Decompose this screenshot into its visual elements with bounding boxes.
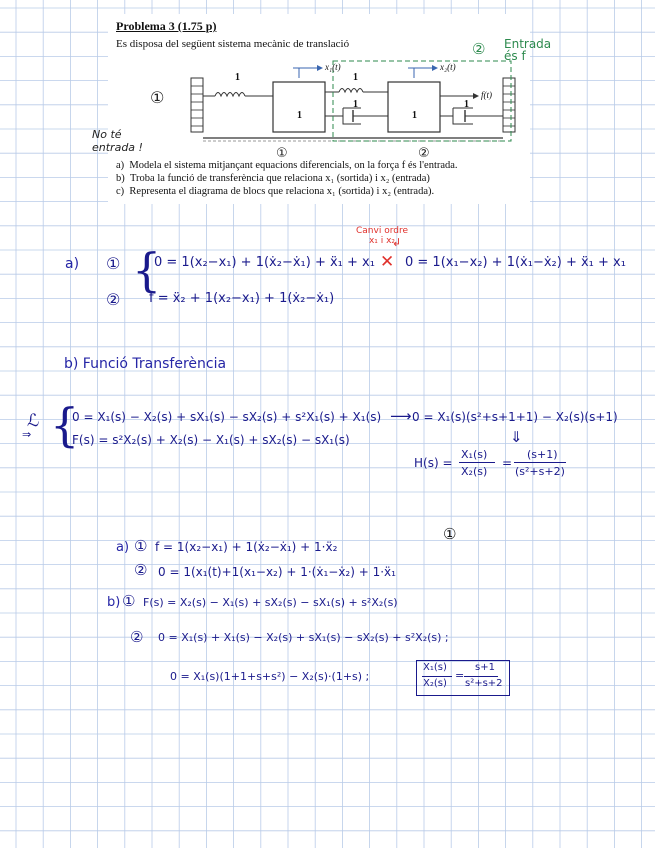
second-a-label: a) — [116, 540, 130, 555]
boxed-equals: = — [455, 669, 465, 682]
question-b: b) Troba la funció de transferència que relaciona x₁ (sortida) i x₂ (entrada) — [116, 173, 430, 184]
annotation-no-entrada: No té entrada ! — [92, 128, 143, 154]
x1-label: x₁(t) — [325, 62, 341, 72]
laplace-eq1-grouped: 0 = X₁(s)(s²+s+1+1) − X₂(s)(s+1) — [412, 410, 618, 424]
question-c: c) Representa el diagrama de blocs que relaciona x₁ (sortida) i x₂ (entrada). — [116, 186, 435, 197]
laplace-symbol: ℒ — [27, 411, 40, 431]
transfer-fn-num: (s+1) — [527, 448, 558, 461]
annotation-under-2: ② — [418, 146, 430, 161]
boxed-res-den: s²+s+2 — [465, 678, 503, 689]
damper-right-value: 1 — [464, 99, 469, 110]
part-a-eq1-corrected: 0 = 1(x₁−x₂) + 1(ẋ₁−ẋ₂) + ẍ₁ + x₁ — [405, 255, 626, 270]
part-a-eq2-number: ② — [106, 290, 121, 309]
problem-statement — [108, 14, 530, 204]
second-a1-eq: f = 1(x₂−x₁) + 1(ẋ₂−ẋ₁) + 1·ẍ₂ — [155, 540, 338, 554]
second-b2-eq: 0 = X₁(s) + X₁(s) − X₂(s) + sX₁(s) − sX₂(s) + s²X₂(s) ; — [158, 631, 449, 644]
part-b-heading: b) Funció Transferència — [64, 356, 227, 372]
part-a-brace: { — [132, 243, 162, 297]
annotation-circle-2: ② — [472, 40, 486, 58]
problem-title: Problema 3 (1.75 p) — [116, 19, 217, 33]
fraction-bar-2 — [514, 462, 566, 463]
down-arrow: ⇓ — [510, 428, 523, 446]
part-a-eq2: f = ẍ₂ + 1(x₂−x₁) + 1(ẋ₂−ẋ₁) — [149, 291, 335, 306]
question-a: a) Modela el sistema mitjançant equacions diferencials, on la força f és l'entrada. — [116, 160, 458, 171]
second-b-label: b) — [107, 595, 121, 610]
transfer-fn-lhs: H(s) = — [414, 456, 453, 470]
spring-left-value: 1 — [235, 72, 240, 83]
part-a-cross: ✕ — [380, 252, 395, 272]
second-attempt-circle: ① — [443, 525, 457, 543]
second-b1-number: ① — [122, 592, 136, 610]
boxed-res-num: s+1 — [475, 662, 495, 673]
second-a2-eq: 0 = 1(x₁(t)+1(x₁−x₂) + 1·(ẋ₁−ẋ₂) + 1·ẍ₁ — [158, 565, 396, 579]
boxed-num-x1: X₁(s) — [423, 662, 447, 673]
transfer-fn-num-x1: X₁(s) — [461, 448, 488, 461]
fraction-bar-1 — [459, 462, 495, 463]
damper-mid-value: 1 — [353, 99, 358, 110]
second-b3-eq: 0 = X₁(s)(1+1+s+s²) − X₂(s)·(1+s) ; — [170, 670, 370, 683]
canvi-ordre-arrow: ↲ — [392, 236, 402, 249]
annotation-canvi-ordre: Canvi ordre x₁ i x₂ — [356, 226, 408, 246]
laplace-arrow: ⇒ — [22, 428, 32, 441]
transfer-fn-den: (s²+s+2) — [515, 465, 565, 478]
part-b-brace: { — [50, 398, 80, 452]
annotation-under-1: ① — [276, 146, 288, 161]
laplace-right-arrow: ⟶ — [390, 407, 412, 425]
second-a2-number: ② — [134, 561, 148, 579]
part-a-eq1: 0 = 1(x₂−x₁) + 1(ẋ₂−ẋ₁) + ẍ₁ + x₁ — [154, 255, 375, 270]
second-a1-number: ① — [134, 537, 148, 555]
problem-statement-text: Es disposa del següent sistema mecànic de translació — [116, 38, 350, 50]
transfer-fn-equals: = — [502, 456, 513, 470]
transfer-fn-den-x2: X₂(s) — [461, 465, 488, 478]
laplace-eq1: 0 = X₁(s) − X₂(s) + sX₁(s) − sX₂(s) + s²X₁(s) + X₁(s) — [72, 410, 382, 424]
boxed-bar-1 — [422, 676, 452, 677]
second-b2-number: ② — [130, 628, 144, 646]
annotation-entrada-es-f: Entrada és f — [504, 37, 552, 63]
annotation-circle-1: ① — [150, 88, 165, 107]
x2-label: x₂(t) — [440, 62, 456, 72]
boxed-den-x2: X₂(s) — [423, 678, 447, 689]
mass-right-value: 1 — [412, 110, 417, 121]
boxed-result — [416, 660, 510, 696]
spring-mid-value: 1 — [353, 72, 358, 83]
force-label: f(t) — [481, 90, 492, 100]
boxed-bar-2 — [464, 676, 498, 677]
part-a-eq1-number: ① — [106, 254, 121, 273]
part-a-label: a) — [65, 256, 80, 272]
laplace-eq2: F(s) = s²X₂(s) + X₂(s) − X₁(s) + sX₂(s) − sX₁(s) — [72, 433, 350, 447]
mass-left-value: 1 — [297, 110, 302, 121]
second-b1-eq: F(s) = X₂(s) − X₁(s) + sX₂(s) − sX₁(s) + s²X₂(s) — [143, 596, 398, 609]
